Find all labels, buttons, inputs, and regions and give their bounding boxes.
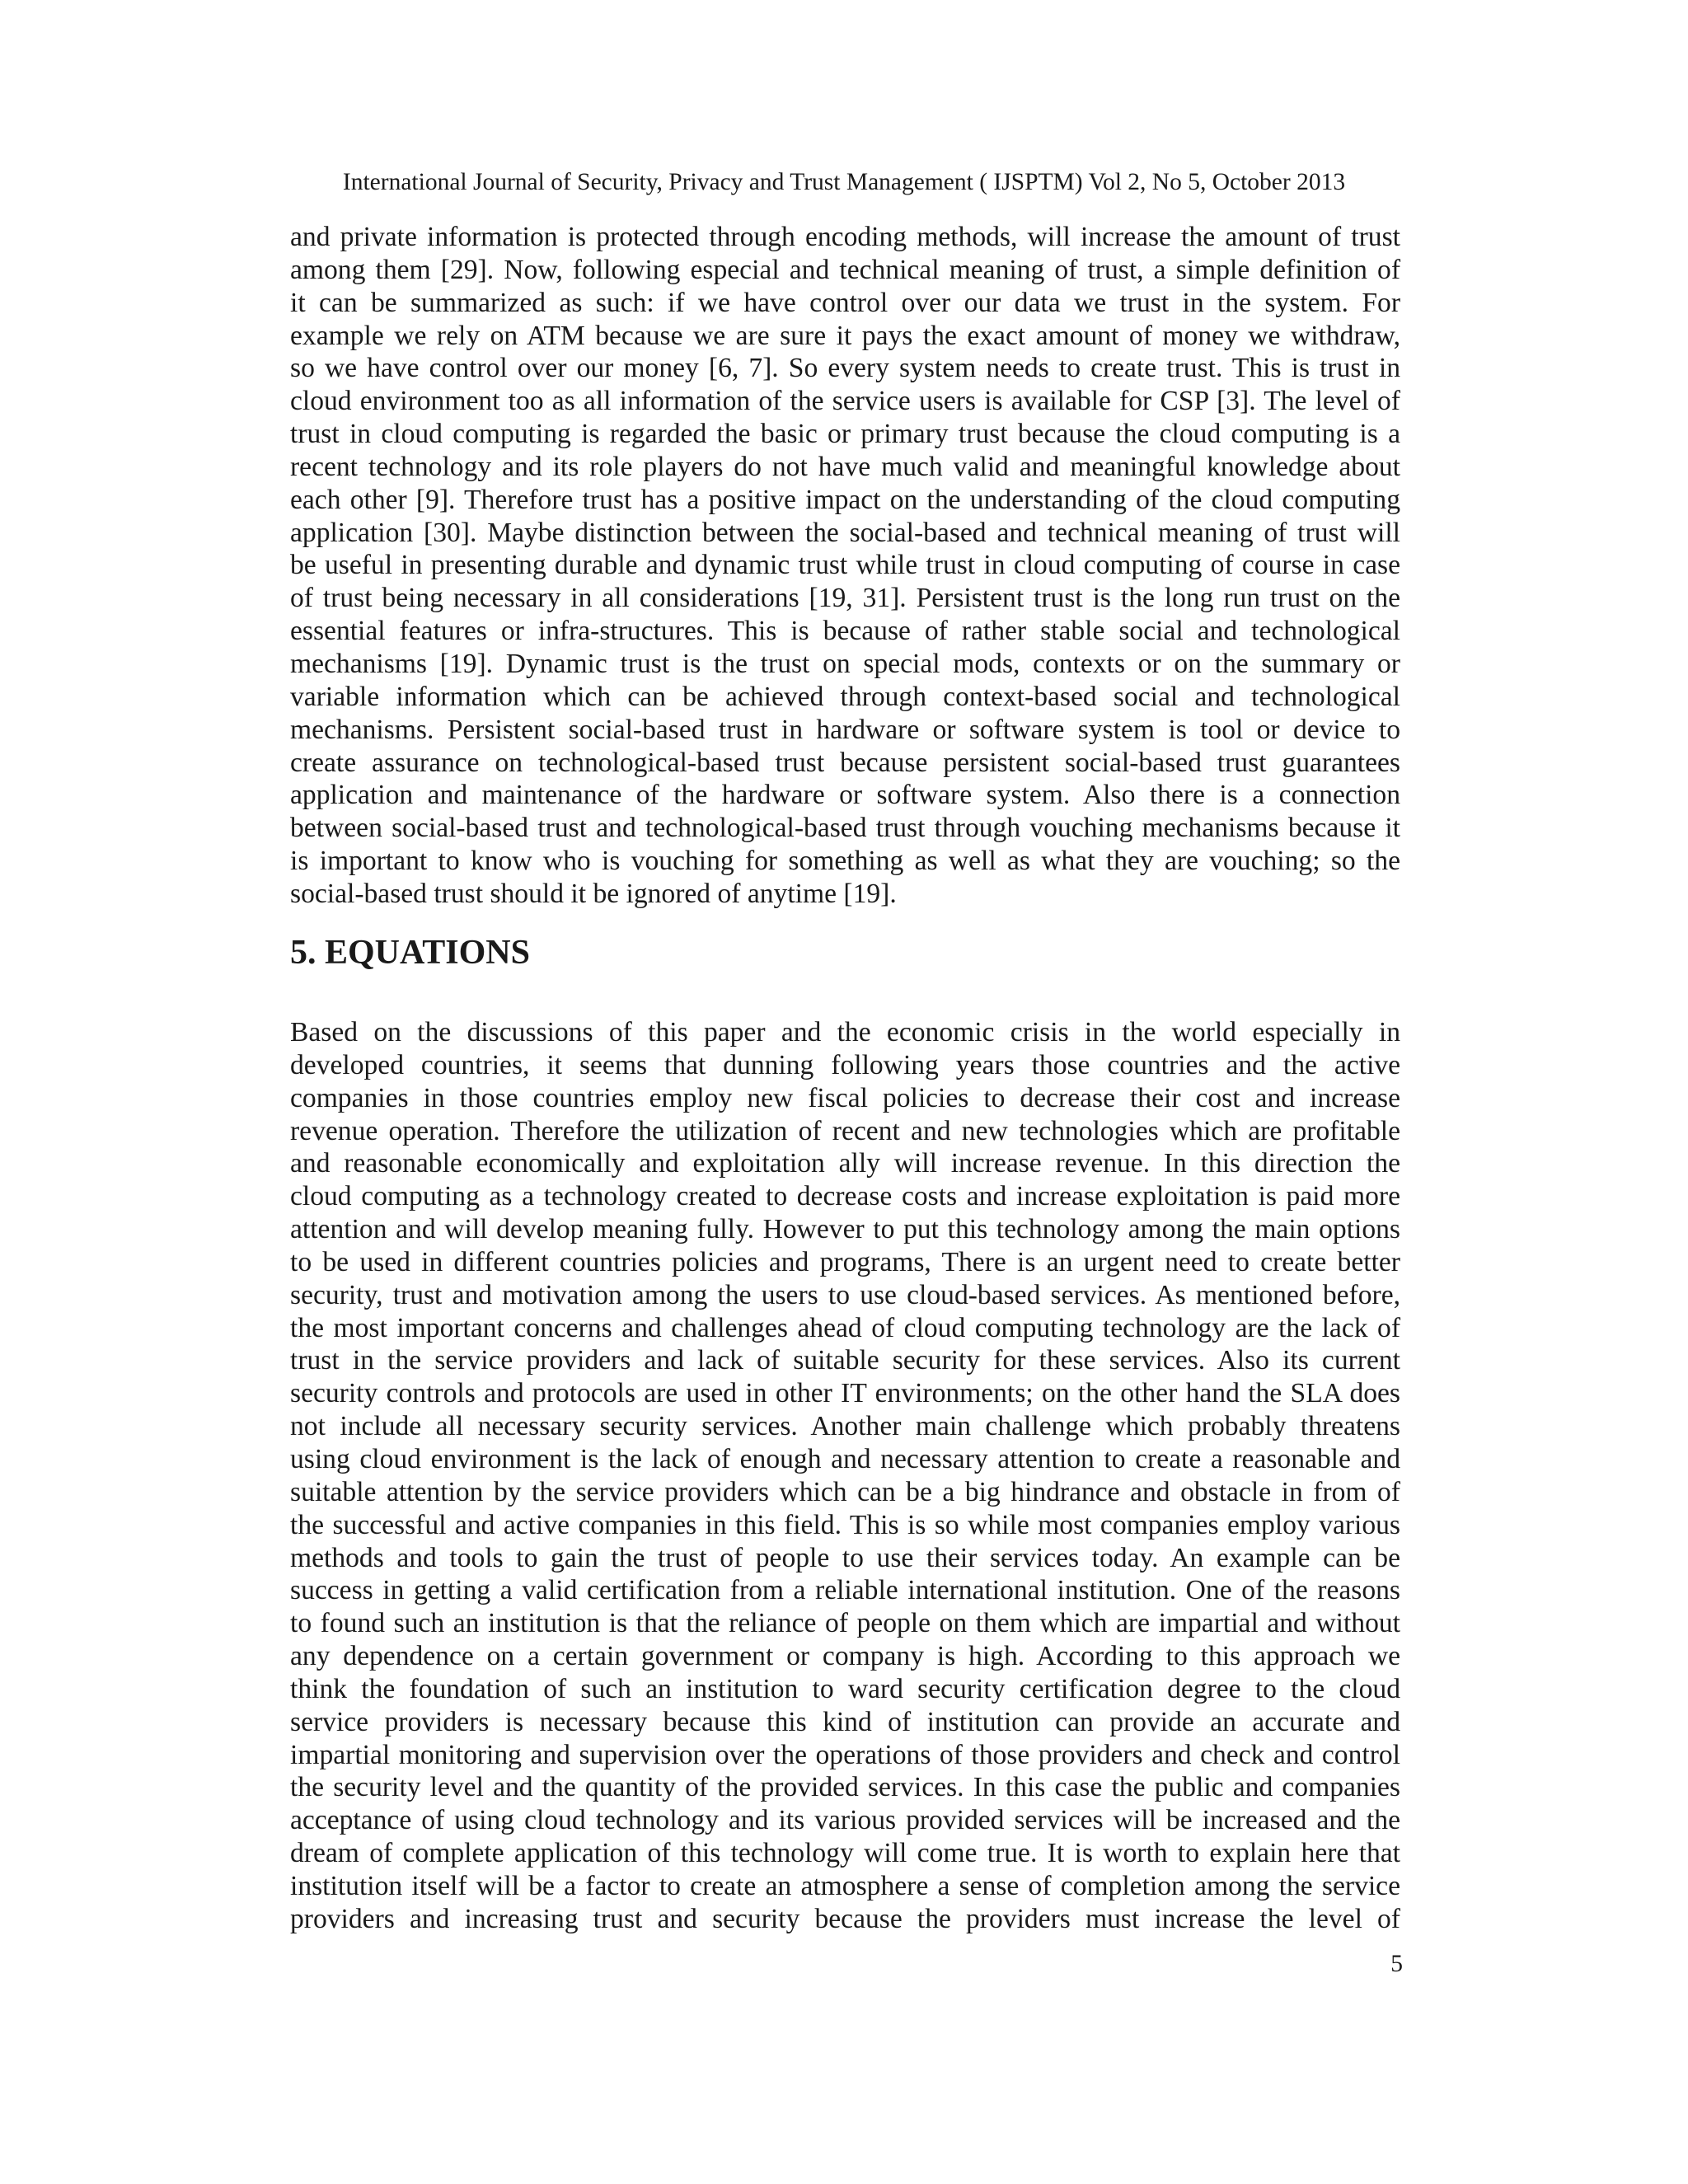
text-line: attention and will develop meaning fully. However to put this technology among the main options bbox=[290, 1214, 1400, 1245]
text-line: to found such an institution is that the reliance of people on them which are impartial and without bbox=[290, 1608, 1400, 1639]
text-line: impartial monitoring and supervision over the operations of those providers and check and control bbox=[290, 1739, 1400, 1770]
text-line: create assurance on technological-based trust because persistent social-based trust guarantees bbox=[290, 747, 1400, 778]
text-line: suitable attention by the service providers which can be a big hindrance and obstacle in from of bbox=[290, 1476, 1400, 1507]
page-number: 5 bbox=[1390, 1951, 1403, 1977]
text-line: methods and tools to gain the trust of people to use their services today. An example can be bbox=[290, 1542, 1400, 1573]
text-line: and reasonable economically and exploitation ally will increase revenue. In this direction the bbox=[290, 1148, 1400, 1179]
text-line: essential features or infra-structures. This is because of rather stable social and technological bbox=[290, 616, 1400, 647]
text-line: dream of complete application of this technology will come true. It is worth to explain here that bbox=[290, 1838, 1400, 1869]
body-paragraph-equations bbox=[290, 1016, 1400, 1936]
running-header: International Journal of Security, Privacy and Trust Management ( IJSPTM) Vol 2, No 5, October 2013 bbox=[342, 169, 1346, 195]
text-line: Based on the discussions of this paper and the economic crisis in the world especially in bbox=[290, 1017, 1400, 1047]
text-line: it can be summarized as such: if we have control over our data we trust in the system. For bbox=[290, 287, 1400, 318]
text-line: developed countries, it seems that dunning following years those countries and the active bbox=[290, 1049, 1400, 1080]
text-line: institution itself will be a factor to create an atmosphere a sense of completion among the service bbox=[290, 1870, 1400, 1901]
text-line: providers and increasing trust and security because the providers must increase the level of bbox=[290, 1903, 1400, 1934]
text-line: each other [9]. Therefore trust has a positive impact on the understanding of the cloud computing bbox=[290, 484, 1400, 515]
text-line: and private information is protected through encoding methods, will increase the amount of trust bbox=[290, 222, 1400, 252]
text-line: application and maintenance of the hardware or software system. Also there is a connection bbox=[290, 780, 1400, 811]
text-line: not include all necessary security services. Another main challenge which probably threatens bbox=[290, 1411, 1400, 1442]
text-line: of trust being necessary in all considerations [19, 31]. Persistent trust is the long run trust on the bbox=[290, 583, 1400, 614]
text-line: mechanisms [19]. Dynamic trust is the trust on special mods, contexts or on the summary or bbox=[290, 648, 1400, 679]
section-heading: 5. EQUATIONS bbox=[290, 934, 530, 972]
text-line: among them [29]. Now, following especial and technical meaning of trust, a simple definition of bbox=[290, 254, 1400, 285]
text-line: to be used in different countries policies and programs, There is an urgent need to create better bbox=[290, 1246, 1400, 1277]
text-line: the security level and the quantity of the provided services. In this case the public and companies bbox=[290, 1772, 1400, 1803]
text-line: acceptance of using cloud technology and its various provided services will be increased and the bbox=[290, 1805, 1400, 1836]
text-line: security controls and protocols are used in other IT environments; on the other hand the SLA does bbox=[290, 1378, 1400, 1409]
body-paragraph-trust bbox=[290, 221, 1400, 911]
text-line: the most important concerns and challenges ahead of cloud computing technology are the lack of bbox=[290, 1312, 1400, 1343]
text-line: using cloud environment is the lack of enough and necessary attention to create a reasonable and bbox=[290, 1443, 1400, 1474]
text-line: think the foundation of such an institution to ward security certification degree to the cloud bbox=[290, 1673, 1400, 1704]
text-line: between social-based trust and technological-based trust through vouching mechanisms because it bbox=[290, 813, 1400, 844]
text-line: trust in the service providers and lack of suitable security for these services. Also its current bbox=[290, 1345, 1400, 1376]
text-line: social-based trust should it be ignored of anytime [19]. bbox=[290, 878, 897, 909]
text-line: companies in those countries employ new fiscal policies to decrease their cost and increase bbox=[290, 1082, 1400, 1113]
text-line: be useful in presenting durable and dynamic trust while trust in cloud computing of course in case bbox=[290, 550, 1400, 581]
text-line: service providers is necessary because this kind of institution can provide an accurate and bbox=[290, 1706, 1400, 1737]
text-line: cloud computing as a technology created to decrease costs and increase exploitation is paid more bbox=[290, 1181, 1400, 1212]
text-line: application [30]. Maybe distinction between the social-based and technical meaning of trust will bbox=[290, 517, 1400, 548]
text-line: trust in cloud computing is regarded the basic or primary trust because the cloud computing is a bbox=[290, 419, 1400, 450]
text-line: cloud environment too as all information of the service users is available for CSP [3]. The level of bbox=[290, 386, 1400, 417]
text-line: example we rely on ATM because we are sure it pays the exact amount of money we withdraw, bbox=[290, 320, 1400, 351]
text-line: recent technology and its role players do not have much valid and meaningful knowledge about bbox=[290, 451, 1400, 482]
text-line: is important to know who is vouching for something as well as what they are vouching; so the bbox=[290, 846, 1400, 877]
text-line: success in getting a valid certification from a reliable international institution. One of the reasons bbox=[290, 1575, 1400, 1606]
text-line: any dependence on a certain government or company is high. According to this approach we bbox=[290, 1641, 1400, 1672]
text-line: security, trust and motivation among the users to use cloud-based services. As mentioned before, bbox=[290, 1279, 1400, 1310]
text-line: the successful and active companies in this field. This is so while most companies employ various bbox=[290, 1509, 1400, 1540]
text-line: mechanisms. Persistent social-based trust in hardware or software system is tool or device to bbox=[290, 714, 1400, 745]
text-line: revenue operation. Therefore the utilization of recent and new technologies which are profitable bbox=[290, 1115, 1400, 1146]
text-line: variable information which can be achieved through context-based social and technological bbox=[290, 681, 1400, 712]
text-line: so we have control over our money [6, 7]. So every system needs to create trust. This is trust in bbox=[290, 353, 1400, 384]
